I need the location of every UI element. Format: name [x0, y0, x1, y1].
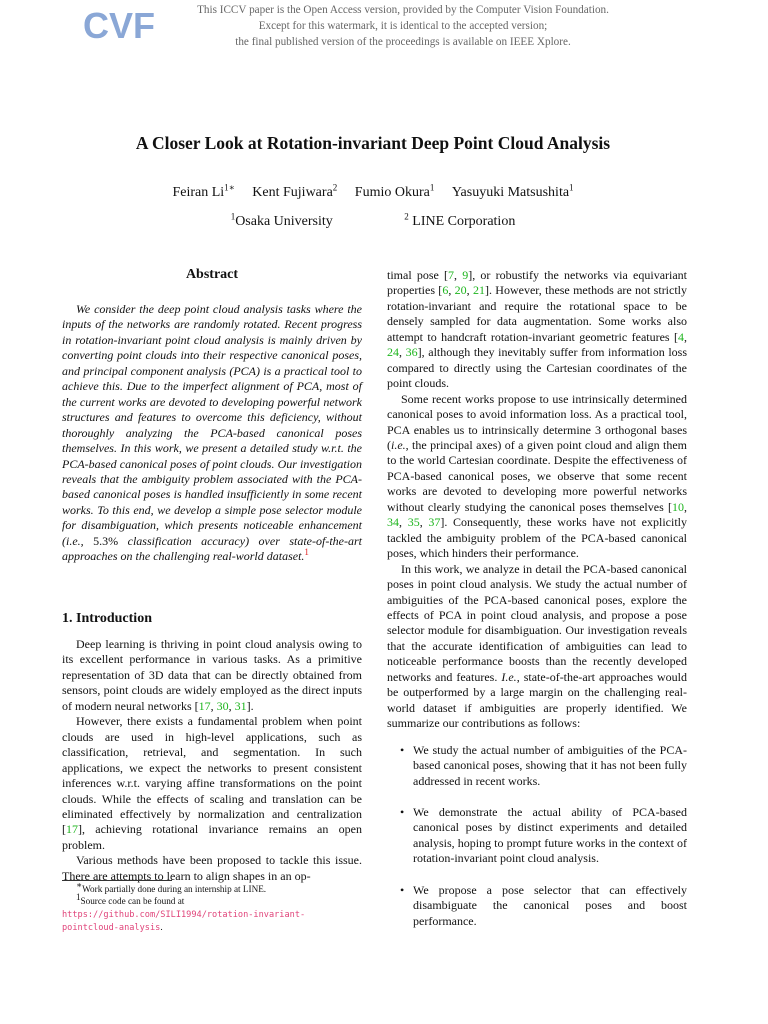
author-name: Fumio Okura: [354, 185, 430, 200]
citation-link[interactable]: 7: [448, 268, 455, 282]
citation-link[interactable]: 24: [387, 345, 399, 360]
author: [451, 182, 574, 200]
author-affil-mark: 1∗: [224, 182, 235, 193]
footnote-text: Source code can be found at: [80, 896, 185, 907]
paragraph-text: ].: [246, 698, 254, 713]
citation-link[interactable]: 30: [216, 698, 229, 713]
cvf-logo: [83, 5, 155, 46]
author: [252, 182, 338, 200]
section-heading-introduction: 1. Introduction: [62, 611, 152, 626]
paragraph-text: In this work, we analyze in detail the PCA-based canonical poses in point cloud analysis. We study the actual number of ambiguities of the PCA-based canonical poses, explore the effects of PCA in point cloud analysis, and propose a pose selector module for disambiguation. Our investigation reveals that the accurate identification of ambiguities can lead to noticeable performance boosts than the recently developed networks and features.: [387, 561, 687, 684]
author-name: Kent Fujiwara: [252, 185, 333, 200]
citation-link[interactable]: 21: [472, 283, 485, 298]
footnote-text: .: [160, 921, 163, 932]
watermark: [160, 2, 646, 50]
abstract-text: We consider the deep point cloud analysis tasks where the inputs of the networks are randomly rotated. Recent progress in rotation-invariant point cloud analysis is mainly driven by converting point clouds into their respective canonical poses, and principal component analysis (PCA) is a practical tool to achieve this. Due to the imperfect alignment of PCA, most of the current works are devoted to developing powerful network structures and features to overcome this deficiency, without thoroughly analyzing the PCA-based canonical poses themselves. In this work, we present a detailed study w.r.t. the PCA-based canonical poses of point clouds. Our investigation reveals that the ambiguity problem associated with the PCA-based canonical poses is handled insufficiently in some recent works. To this end, we develop a simple pose selector module for disambiguation, which presents noticeable enhancement (i.e.,: [62, 302, 362, 548]
paragraph-text: ], or robustify the networks via equivariant properties [: [387, 268, 688, 298]
author-name: Feiran Li: [172, 185, 225, 200]
paragraph-text: , state-of-the-art approaches would be outperformed by a large margin on the challenging real-world dataset if ambiguities are properly identified. We summarize our contributions as follows:: [387, 669, 688, 731]
contribution-item: [387, 883, 687, 929]
contribution-text: We study the actual number of ambiguities of the PCA-based canonical poses, showing that it has not been fully addressed in recent works.: [413, 742, 687, 788]
bullet-icon: •: [400, 882, 405, 897]
citation-link[interactable]: 10: [672, 499, 684, 514]
footnote-mark: ∗: [76, 879, 83, 890]
right-column: [387, 268, 687, 929]
citation-link[interactable]: 34: [387, 515, 399, 530]
affiliation-mark: 2: [404, 211, 409, 222]
citation-link[interactable]: 31: [234, 698, 247, 713]
contribution-item: [387, 743, 687, 789]
paragraph-text: ], although they inevitably suffer from information loss compared to directly using the Cartesian coordinates of the point clouds.: [387, 345, 688, 391]
paragraph: [387, 562, 687, 732]
bullet-icon: •: [400, 804, 405, 819]
citation-link[interactable]: 20: [454, 283, 467, 298]
author-affil-mark: 1: [429, 182, 435, 193]
citation-link[interactable]: 9: [462, 268, 469, 282]
affiliation: [404, 211, 516, 229]
contribution-text: We demonstrate the actual ability of PCA-based canonical poses by distinct experiments and detailed analysis, hoping to prompt future works in the context of rotation-invariant point cloud analysis.: [413, 804, 687, 866]
bullet-icon: •: [400, 742, 405, 757]
paragraph-text: , the principal axes) of a given point cloud and align them to the world Cartesian coordinate. Despite the effectiveness of PCA-based canonical poses, we observe that some recent works are devoted to developing more powerful networks without clearly studying the canonical poses themselves [: [387, 437, 687, 514]
footnote: [62, 879, 362, 895]
contribution-text: We propose a pose selector that can effectively disambiguate the canonical poses and boost performance.: [413, 882, 687, 928]
watermark-line: the final published version of the proceedings is available on IEEE Xplore.: [235, 36, 571, 48]
citation-link[interactable]: 6: [442, 283, 449, 298]
citation-link[interactable]: 17: [66, 822, 78, 837]
paragraph: Various methods have been proposed to tackle this issue. There are attempts to learn to align shapes in an op-: [62, 853, 362, 883]
author: [172, 182, 235, 200]
italic-text: i.e.: [391, 437, 406, 452]
abstract-percent: 5.3%: [93, 533, 119, 548]
citation-link[interactable]: 35: [407, 515, 420, 530]
paragraph: [62, 714, 362, 853]
paragraph-text: ]. However, these methods are not strictly rotation-invariant and require the rotational space to be densely sampled for data augmentation. Some works also attempt to handcraft rotation-invariant geometric features [: [387, 283, 688, 344]
cvf-logo-text: CVF: [83, 5, 155, 46]
author-affil-mark: 1: [569, 182, 574, 193]
citation-link[interactable]: 36: [405, 345, 418, 360]
contribution-item: [387, 805, 687, 867]
affiliation: [230, 211, 333, 229]
affiliation-name: Osaka University: [235, 214, 333, 229]
footnotes: [62, 879, 362, 934]
citation-link[interactable]: 37: [428, 515, 441, 530]
source-code-link[interactable]: https://github.com/SILI1994/rotation-invariant-pointcloud-analysis: [62, 909, 306, 933]
footnote: [62, 892, 362, 934]
paragraph-text: ], achieving rotational invariance remains an open problem.: [62, 822, 362, 852]
author-affil-mark: 2: [332, 182, 338, 193]
footnote-mark: 1: [76, 892, 81, 903]
paragraph-text: Deep learning is thriving in point cloud analysis owing to its excellent performance in various tasks. As a primitive representation of 3D data that can be directly obtained from sensors, point clouds are widely employed as the direct inputs of modern neural networks [: [62, 637, 362, 713]
citation-link[interactable]: 17: [198, 698, 211, 713]
abstract-body: [62, 302, 362, 565]
paragraph-text: However, there exists a fundamental problem when point clouds are used in high-level applications, such as classification, retrieval, and segmentation. In such applications, we expect the networks to present consistent inferences w.r.t. varying affine transformations on the point clouds. While the effects of scaling and translation can be eliminated effectively by normalization and centralization [: [62, 714, 362, 837]
footnote-text: Work partially done during an internship at LINE.: [82, 884, 267, 894]
affiliation-list: [0, 211, 746, 230]
paragraph: Some recent works propose to use intrinsically determined canonical poses to avoid information loss. As a practical tool, PCA enables us to intrinsically determine 3 orthogonal bases (i.e., the principal axes) of a given point cloud and align them to the world Cartesian coordinate. Despite the effectiveness of PCA-based canonical poses, we observe that some recent works are devoted to developing more powerful networks without clearly studying the canonical poses themselves [10, 34, 35, 37]. Consequently, these works have not explicitly tackled the ambiguity problem of the PCA-based canonical poses, which hinders their performance.: [387, 391, 687, 561]
affiliation-name: LINE Corporation: [408, 214, 516, 229]
paragraph-text: timal pose [: [387, 268, 449, 282]
abstract-paragraph: [62, 302, 362, 565]
citation-link[interactable]: 4: [678, 329, 684, 344]
paragraph: timal pose [7, 9], or robustify the networks via equivariant properties [6, 20, 21]. However, these methods are not strictly rotation-invariant and require the rotational space to be densely sampled for data augmentation. Some works also attempt to handcraft rotation-invariant geometric features [4, 24, 36], although they inevitably suffer from information loss compared to directly using the Cartesian coordinates of the point clouds.: [387, 268, 688, 391]
paragraph-text: Some recent works propose to use intrinsically determined canonical poses to avoid information loss. As a practical tool, PCA enables us to intrinsically determine 3 orthogonal bases (: [387, 391, 687, 452]
paper-title: A Closer Look at Rotation-invariant Deep Point Cloud Analysis: [135, 133, 611, 153]
italic-text: I.e.: [501, 669, 517, 684]
author: [354, 182, 435, 200]
watermark-line: This ICCV paper is the Open Access version, provided by the Computer Vision Foundation.: [197, 4, 609, 16]
watermark-line: Except for this watermark, it is identical to the accepted version;: [258, 20, 548, 32]
footnote-link[interactable]: 1: [304, 547, 309, 558]
intro-body: [62, 637, 362, 884]
author-list: [0, 182, 746, 201]
paragraph: Deep learning is thriving in point cloud analysis owing to its excellent performance in various tasks. As a primitive representation of 3D data that can be directly obtained from sensors, point clouds are widely employed as the direct inputs of modern neural networks [17, 30, 31].: [62, 637, 362, 713]
abstract-heading: Abstract: [185, 267, 239, 282]
affiliation-mark: 1: [230, 211, 236, 222]
abstract-text: classification accuracy) over state-of-the-art approaches on the challenging real-world dataset.: [62, 533, 362, 564]
author-name: Yasuyuki Matsushita: [451, 185, 570, 200]
paragraph-text: ]. Consequently, these works have not explicitly tackled the ambiguity problem of the PCA-based canonical poses, which hinders their performance.: [387, 515, 687, 561]
